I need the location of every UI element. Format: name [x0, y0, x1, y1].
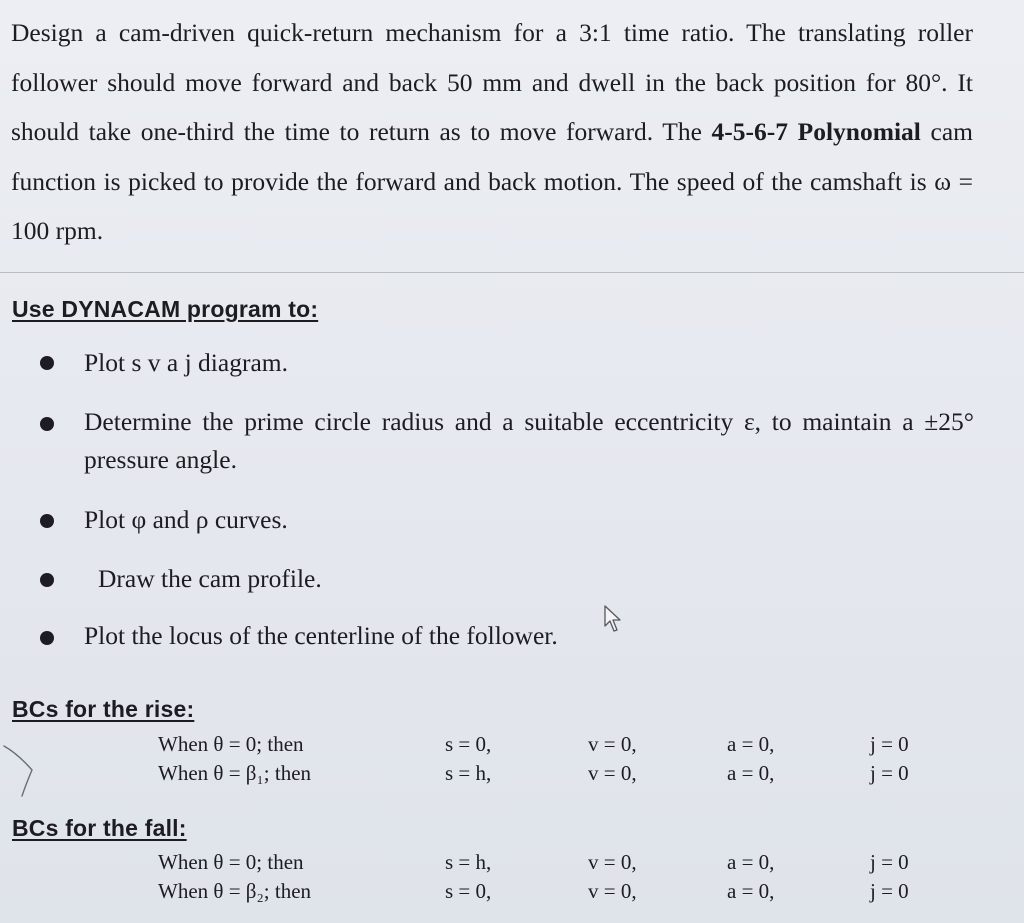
rise-row-2-when: When θ = β₁; then: [158, 761, 312, 785]
fall-row-2-j: j = 0: [870, 879, 909, 903]
fall-row-2-v: v = 0,: [588, 879, 637, 903]
fall-heading: BCs for the fall:: [12, 815, 187, 841]
fall-row-1-j: j = 0: [870, 850, 909, 874]
fall-row-2-when: When θ = β₂; then: [158, 879, 312, 903]
rise-row-1-v: v = 0,: [588, 732, 637, 756]
rise-row-1-a: a = 0,: [727, 732, 775, 756]
task-item-1: Plot s v a j diagram.: [84, 348, 288, 377]
rise-heading: BCs for the rise:: [12, 696, 195, 722]
bullet-3: [40, 514, 54, 528]
problem-space: [788, 117, 798, 146]
bullet-4: [40, 573, 54, 587]
fall-row-1: [0, 849, 1024, 875]
task-item-5: Plot the locus of the centerline of the follower.: [84, 621, 558, 650]
bullet-1: [40, 356, 54, 370]
pen-scribble-icon: [0, 740, 60, 800]
rise-row-1-j: j = 0: [870, 732, 909, 756]
fall-row-1-s: s = h,: [445, 850, 492, 874]
rise-row-2-a: a = 0,: [727, 761, 775, 785]
problem-text-1: Design a cam-driven quick-return mechanism for a 3:1 time ratio. The translating roller follower should move forward and back 50 mm and dwell in the back position for 80°. It should take one-third the time to return as to move forward. The: [11, 18, 973, 146]
problem-text-2: cam function is picked to provide the forward and back motion. The speed of the camshaft is ω = 100 rpm.: [11, 117, 973, 245]
bullet-2: [40, 417, 54, 431]
fall-row-1-a: a = 0,: [727, 850, 775, 874]
rise-row-1-s: s = 0,: [445, 732, 492, 756]
problem-bold-1: 4-5-6-7: [711, 117, 789, 146]
rise-row-2-j: j = 0: [870, 761, 909, 785]
rise-row-2-s: s = h,: [445, 761, 492, 785]
rise-row-1-when: When θ = 0; then: [158, 732, 304, 756]
problem-bold-2: Polynomial: [797, 117, 921, 146]
rise-row-2-v: v = 0,: [588, 761, 637, 785]
tasks-heading: Use DYNACAM program to:: [12, 296, 319, 322]
bullet-5: [40, 631, 54, 645]
task-item-2: Determine the prime circle radius and a suitable eccentricity ε, to maintain a ±25° pressure angle.: [84, 407, 974, 474]
fall-row-2-a: a = 0,: [727, 879, 775, 903]
rise-row-2: [0, 760, 1024, 786]
task-item-4: Draw the cam profile.: [98, 564, 322, 593]
section-divider: [0, 272, 1024, 273]
fall-row-2-s: s = 0,: [445, 879, 492, 903]
task-item-3: Plot φ and ρ curves.: [84, 505, 288, 534]
fall-row-1-when: When θ = 0; then: [158, 850, 304, 874]
rise-row-1: [0, 731, 1024, 757]
fall-row-1-v: v = 0,: [588, 850, 637, 874]
fall-row-2: [0, 878, 1024, 904]
problem-statement: [11, 8, 973, 256]
mouse-pointer-icon: [602, 604, 624, 634]
